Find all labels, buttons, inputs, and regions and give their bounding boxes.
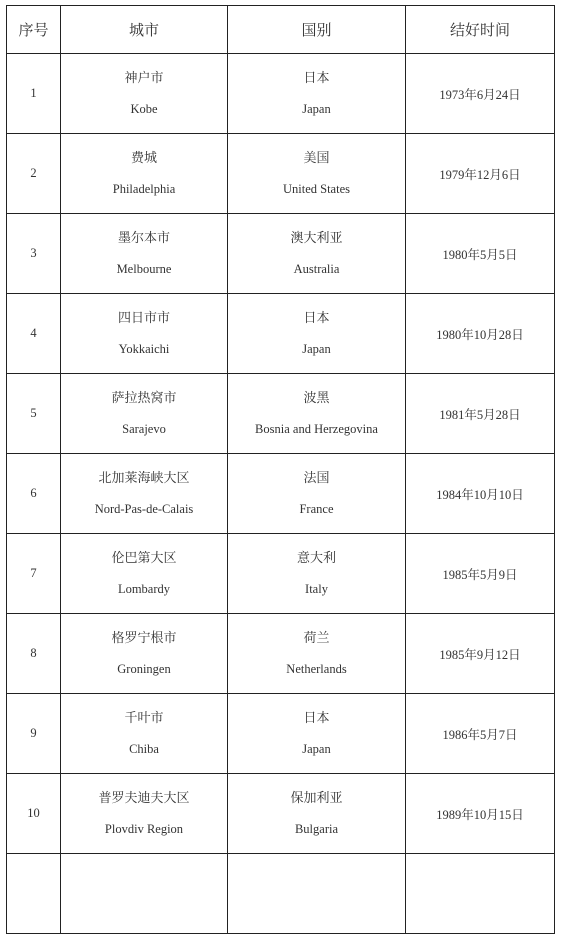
city-name-chinese: 北加莱海峡大区: [98, 471, 190, 486]
table-row-partial: [7, 854, 555, 934]
city-cell: [61, 294, 228, 374]
city-name-english: Nord-Pas-de-Calais: [94, 502, 194, 516]
country-name-english: Japan: [302, 742, 331, 756]
twinning-date: 1979年12月6日: [406, 134, 555, 214]
country-name-chinese: 日本: [303, 711, 330, 726]
city-name-english: Plovdiv Region: [104, 822, 184, 836]
city-cell: [61, 374, 228, 454]
country-name-chinese: 波黑: [303, 391, 330, 406]
city-cell: [61, 694, 228, 774]
table-row: [7, 54, 555, 134]
row-number: 9: [7, 694, 61, 774]
twinning-date: 1986年5月7日: [406, 694, 555, 774]
header-number: 序号: [7, 6, 61, 54]
row-number: 6: [7, 454, 61, 534]
country-cell: [228, 694, 406, 774]
table-row: [7, 374, 555, 454]
twinning-date: 1980年5月5日: [406, 214, 555, 294]
country-cell: [228, 534, 406, 614]
country-cell: [228, 134, 406, 214]
empty-cell: [7, 854, 61, 934]
sister-cities-table: [6, 5, 555, 934]
city-name-chinese: 普罗夫迪夫大区: [98, 791, 190, 806]
country-name-english: Japan: [302, 102, 331, 116]
city-name-chinese: 费城: [130, 151, 157, 166]
table-row: [7, 614, 555, 694]
country-name-chinese: 日本: [303, 311, 330, 326]
country-name-chinese: 保加利亚: [290, 791, 343, 806]
row-number: 8: [7, 614, 61, 694]
table-header: [7, 6, 555, 54]
city-name-english: Yokkaichi: [118, 342, 170, 356]
twinning-date: 1981年5月28日: [406, 374, 555, 454]
country-name-chinese: 澳大利亚: [290, 231, 343, 246]
country-name-chinese: 意大利: [296, 551, 336, 566]
country-name-chinese: 美国: [303, 151, 330, 166]
twinning-date: 1984年10月10日: [406, 454, 555, 534]
country-name-english: Bulgaria: [294, 822, 339, 836]
city-name-chinese: 墨尔本市: [117, 231, 170, 246]
table-body: [7, 54, 555, 934]
country-cell: [228, 614, 406, 694]
empty-cell: [406, 854, 555, 934]
row-number: 4: [7, 294, 61, 374]
twinning-date: 1985年9月12日: [406, 614, 555, 694]
twinning-date: 1989年10月15日: [406, 774, 555, 854]
city-cell: [61, 134, 228, 214]
twinning-date: 1973年6月24日: [406, 54, 555, 134]
country-name-english: France: [299, 502, 334, 516]
city-name-chinese: 伦巴第大区: [111, 551, 177, 566]
table-row: [7, 534, 555, 614]
city-name-english: Kobe: [130, 102, 158, 116]
city-name-chinese: 格罗宁根市: [111, 631, 177, 646]
table-row: [7, 694, 555, 774]
city-name-chinese: 萨拉热窝市: [111, 391, 177, 406]
country-name-chinese: 日本: [303, 71, 330, 86]
city-name-english: Philadelphia: [112, 182, 176, 196]
city-name-english: Groningen: [117, 662, 171, 676]
city-name-english: Chiba: [129, 742, 159, 756]
row-number: 5: [7, 374, 61, 454]
city-cell: [61, 534, 228, 614]
empty-cell: [228, 854, 406, 934]
twinning-date: 1980年10月28日: [406, 294, 555, 374]
table-row: [7, 774, 555, 854]
country-name-english: Netherlands: [286, 662, 347, 676]
country-name-english: United States: [282, 182, 350, 196]
row-number: 1: [7, 54, 61, 134]
city-cell: [61, 774, 228, 854]
country-name-english: Australia: [293, 262, 340, 276]
twinning-date: 1985年5月9日: [406, 534, 555, 614]
city-cell: [61, 614, 228, 694]
country-cell: [228, 374, 406, 454]
country-name-chinese: 法国: [303, 471, 330, 486]
country-name-english: Italy: [305, 582, 328, 596]
country-name-english: Japan: [302, 342, 331, 356]
city-cell: [61, 214, 228, 294]
city-name-chinese: 四日市市: [117, 311, 170, 326]
country-cell: [228, 774, 406, 854]
sister-cities-table-container: [6, 5, 554, 934]
header-row: [7, 6, 555, 54]
country-cell: [228, 454, 406, 534]
empty-cell: [61, 854, 228, 934]
city-name-english: Sarajevo: [122, 422, 166, 436]
city-cell: [61, 454, 228, 534]
country-name-english: Bosnia and Herzegovina: [255, 422, 378, 436]
table-row: [7, 454, 555, 534]
country-name-chinese: 荷兰: [303, 631, 330, 646]
table-row: [7, 134, 555, 214]
city-cell: [61, 54, 228, 134]
table-row: [7, 294, 555, 374]
city-name-english: Lombardy: [117, 582, 171, 596]
row-number: 2: [7, 134, 61, 214]
city-name-english: Melbourne: [116, 262, 172, 276]
city-name-chinese: 千叶市: [124, 711, 164, 726]
country-cell: [228, 294, 406, 374]
country-cell: [228, 54, 406, 134]
country-cell: [228, 214, 406, 294]
row-number: 10: [7, 774, 61, 854]
row-number: 3: [7, 214, 61, 294]
table-row: [7, 214, 555, 294]
row-number: 7: [7, 534, 61, 614]
city-name-chinese: 神户市: [124, 71, 164, 86]
header-date: 结好时间: [406, 6, 555, 54]
header-city: 城市: [61, 6, 228, 54]
header-country: 国别: [228, 6, 406, 54]
